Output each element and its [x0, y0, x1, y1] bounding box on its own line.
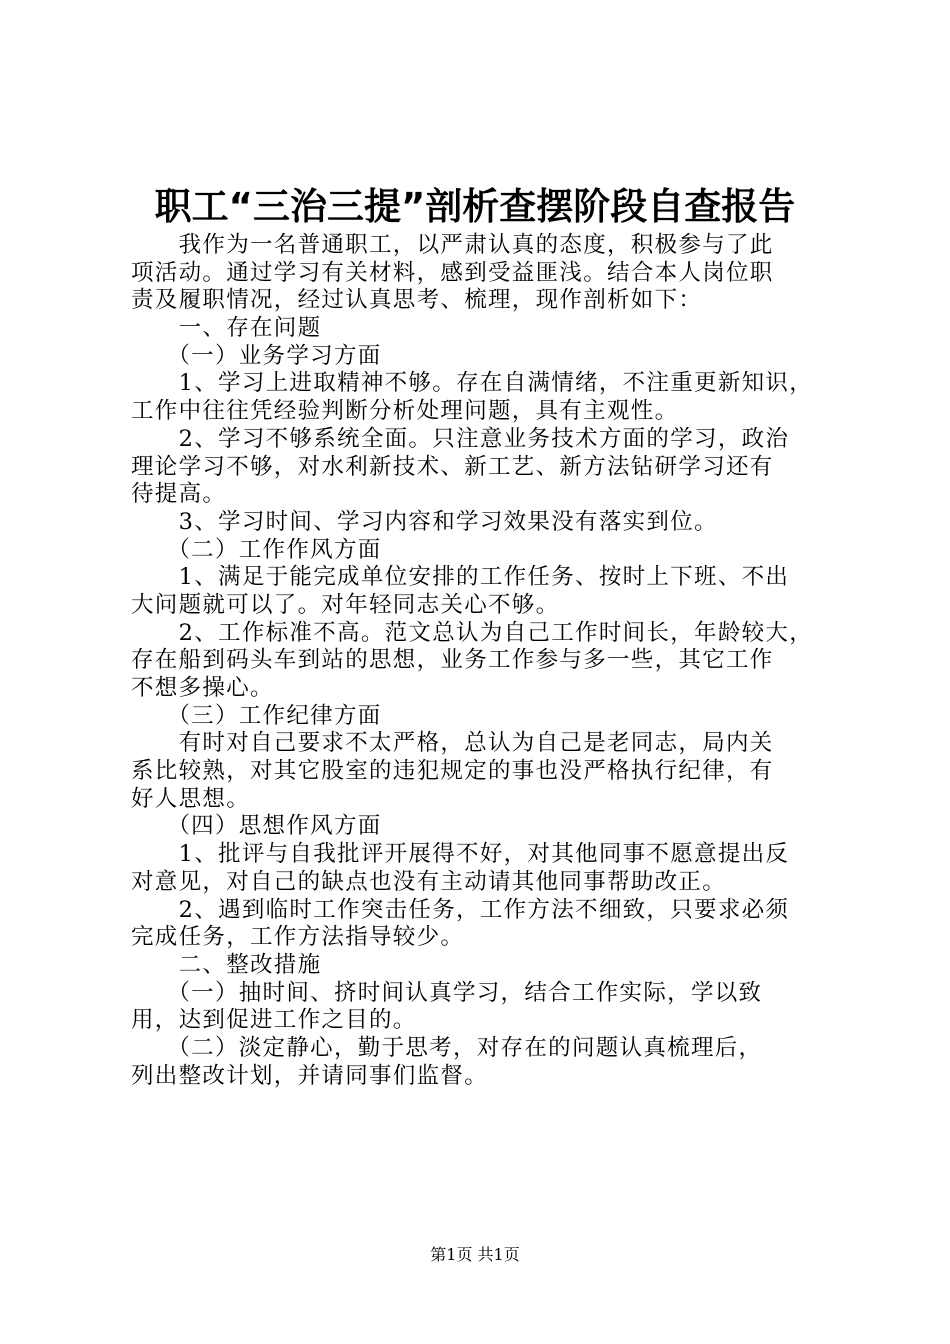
document-body [131, 232, 838, 1090]
subsection-heading: （三）工作纪律方面 [131, 702, 382, 729]
body-line: 1、满足于能完成单位安排的工作任务、按时上下班、不出 [131, 564, 790, 591]
subsection-heading: （一）业务学习方面 [131, 342, 382, 369]
body-line: 理论学习不够，对水利新技术、新工艺、新方法钻研学习还有 [131, 453, 774, 480]
subsection-heading: （四）思想作风方面 [131, 813, 382, 840]
body-line: 2、学习不够系统全面。只注意业务技术方面的学习，政治 [131, 425, 790, 452]
body-line: 有时对自己要求不太严格，总认为自己是老同志，局内关 [131, 730, 774, 757]
body-line: 存在船到码头车到站的思想，业务工作参与多一些，其它工作 [131, 647, 774, 674]
body-line: 大问题就可以了。对年轻同志关心不够。 [131, 591, 560, 618]
body-line: 待提高。 [131, 481, 227, 508]
body-line: 系比较熟，对其它股室的违犯规定的事也没严格执行纪律，有 [131, 758, 774, 785]
body-line: 2、工作标准不高。范文总认为自己工作时间长，年龄较大， [131, 619, 814, 646]
body-line: 对意见，对自己的缺点也没有主动请其他同事帮助改正。 [131, 868, 727, 895]
page-footer: 第1页 共1页 [430, 1245, 520, 1264]
body-line: 列出整改计划，并请同事们监督。 [131, 1062, 489, 1089]
body-line: 不想多操心。 [131, 675, 274, 701]
subsection-heading: （二）工作作风方面 [131, 536, 382, 563]
body-line: 好人思想。 [131, 785, 251, 812]
body-line: 完成任务，工作方法指导较少。 [131, 924, 465, 951]
body-line: 项活动。通过学习有关材料，感到受益匪浅。结合本人岗位职 [131, 259, 774, 286]
body-line: 工作中往往凭经验判断分析处理问题，具有主观性。 [131, 398, 679, 425]
body-line: 用，达到促进工作之目的。 [131, 1007, 417, 1034]
body-line: 责及履职情况，经过认真思考、梳理，现作剖析如下： [131, 287, 703, 314]
body-line: 我作为一名普通职工，以严肃认真的态度，积极参与了此 [131, 232, 774, 258]
body-line: 2、遇到临时工作突击任务，工作方法不细致，只要求必须 [131, 896, 790, 923]
body-line: 1、学习上进取精神不够。存在自满情绪，不注重更新知识， [131, 370, 814, 397]
body-line: 3、学习时间、学习内容和学习效果没有落实到位。 [131, 508, 718, 535]
section-heading: 一、存在问题 [131, 315, 322, 342]
section-heading: 二、整改措施 [131, 951, 322, 978]
body-line: （二）淡定静心，勤于思考，对存在的问题认真梳理后， [131, 1034, 763, 1061]
document-title: 职工“三治三提”剖析查摆阶段自查报告 [154, 185, 796, 228]
body-line: （一）抽时间、挤时间认真学习，结合工作实际，学以致 [131, 979, 763, 1006]
body-line: 1、批评与自我批评开展得不好，对其他同事不愿意提出反 [131, 841, 790, 868]
